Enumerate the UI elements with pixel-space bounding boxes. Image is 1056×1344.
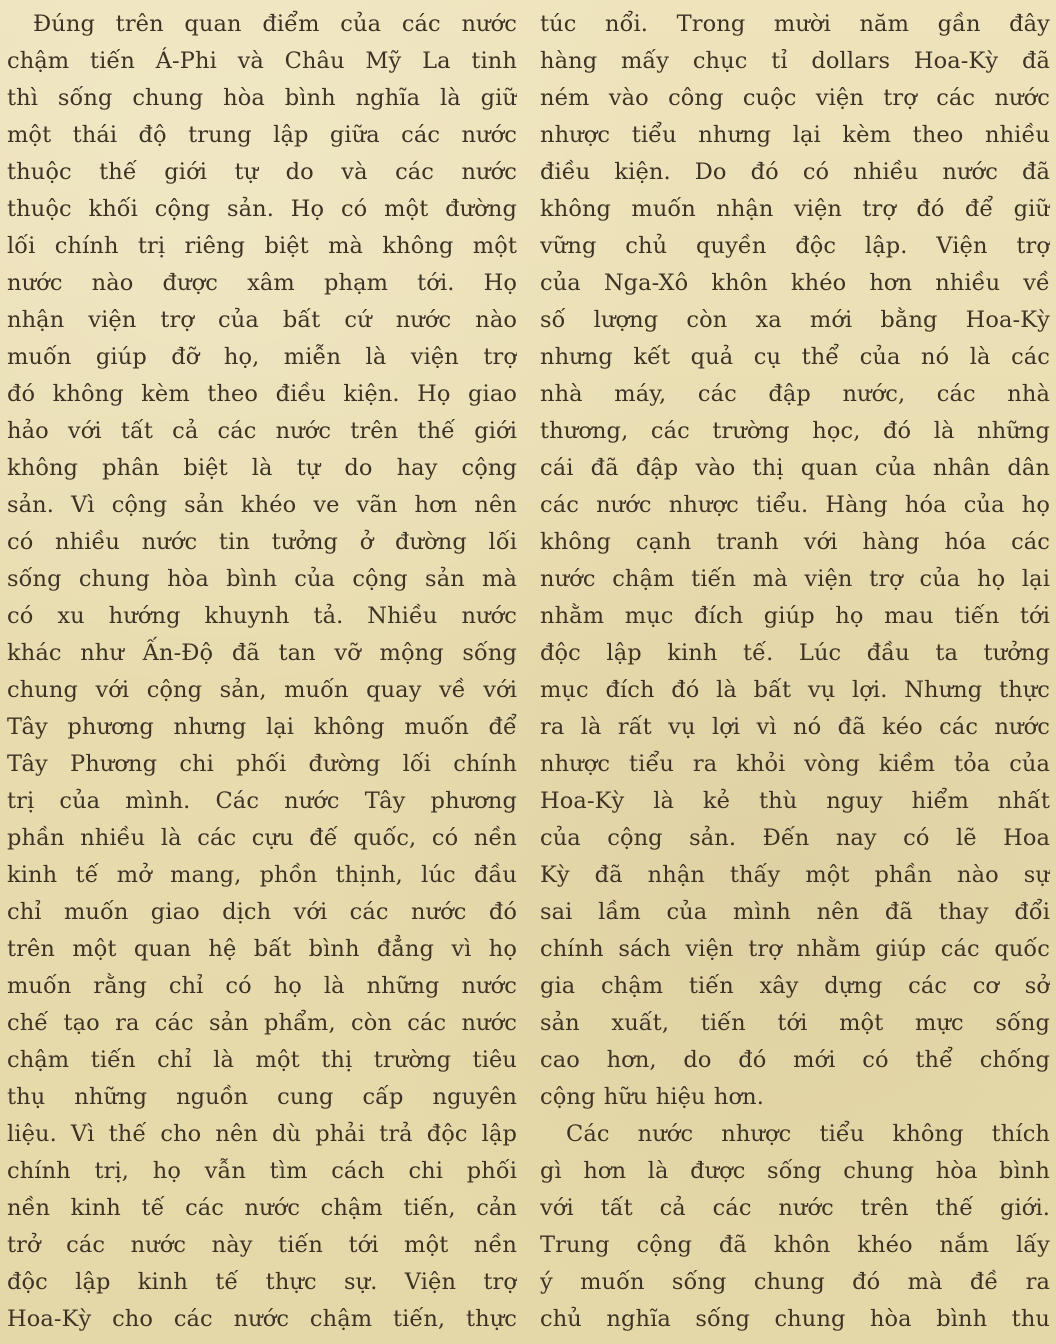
text-line: cái đã đập vào thị quan của nhân dân: [540, 455, 1050, 481]
text-line: sản. Vì cộng sản khéo ve vãn hơn nên: [7, 492, 517, 518]
text-line: không muốn nhận viện trợ đó để giữ: [540, 196, 1050, 222]
text-line: nhược tiểu ra khỏi vòng kiềm tỏa của: [540, 751, 1050, 777]
text-line: độc lập kinh tế. Lúc đầu ta tưởng: [540, 640, 1050, 666]
text-line: độc lập kinh tế thực sự. Viện trợ: [7, 1269, 517, 1295]
text-line: thụ những nguồn cung cấp nguyên: [7, 1084, 517, 1110]
text-line: vững chủ quyền độc lập. Viện trợ: [540, 233, 1050, 259]
text-line: không phân biệt là tự do hay cộng: [7, 455, 517, 481]
text-line: trên một quan hệ bất bình đẳng vì họ: [7, 936, 517, 962]
text-line: Đúng trên quan điểm của các nước: [33, 11, 517, 37]
text-line: lối chính trị riêng biệt mà không một: [7, 233, 517, 259]
text-line: khác như Ấn-Độ đã tan vỡ mộng sống: [7, 640, 517, 666]
text-line: Trung cộng đã khôn khéo nắm lấy: [540, 1232, 1050, 1258]
text-line: Hoa-Kỳ là kẻ thù nguy hiểm nhất: [540, 788, 1050, 814]
text-line: nhận viện trợ của bất cứ nước nào: [7, 307, 517, 333]
text-line: trở các nước này tiến tới một nền: [7, 1232, 517, 1258]
text-line: thuộc khối cộng sản. Họ có một đường: [7, 196, 517, 222]
text-line: nhược tiểu nhưng lại kèm theo nhiều: [540, 122, 1050, 148]
text-line: kinh tế mở mang, phồn thịnh, lúc đầu: [7, 862, 517, 888]
text-line: một thái độ trung lập giữa các nước: [7, 122, 517, 148]
text-line: chậm tiến Á-Phi và Châu Mỹ La tinh: [7, 48, 517, 74]
text-line: không cạnh tranh với hàng hóa các: [540, 529, 1050, 555]
text-line: mục đích đó là bất vụ lợi. Nhưng thực: [540, 677, 1050, 703]
text-line: có nhiều nước tin tưởng ở đường lối: [7, 529, 517, 555]
text-line: đó không kèm theo điều kiện. Họ giao: [7, 381, 517, 407]
text-line: các nước nhược tiểu. Hàng hóa của họ: [540, 492, 1050, 518]
text-line: cộng hữu hiệu hơn.: [540, 1084, 764, 1110]
text-line: của Nga-Xô khôn khéo hơn nhiều về: [540, 270, 1050, 296]
text-line: chính sách viện trợ nhằm giúp các quốc: [540, 936, 1050, 962]
text-line: nhà máy, các đập nước, các nhà: [540, 381, 1050, 407]
text-line: túc nổi. Trong mười năm gần đây: [540, 11, 1050, 37]
text-line: gia chậm tiến xây dựng các cơ sở: [540, 973, 1050, 999]
text-line: chung với cộng sản, muốn quay về với: [7, 677, 517, 703]
text-line: Kỳ đã nhận thấy một phần nào sự: [540, 862, 1050, 888]
text-line: nhằm mục đích giúp họ mau tiến tới: [540, 603, 1050, 629]
text-line: sống chung hòa bình của cộng sản mà: [7, 566, 517, 592]
text-line: muốn rằng chỉ có họ là những nước: [7, 973, 517, 999]
text-line: điều kiện. Do đó có nhiều nước đã: [540, 159, 1050, 185]
text-line: có xu hướng khuynh tả. Nhiều nước: [7, 603, 517, 629]
text-line: trị của mình. Các nước Tây phương: [7, 788, 517, 814]
text-line: ý muốn sống chung đó mà đề ra: [540, 1269, 1050, 1295]
text-line: thương, các trường học, đó là những: [540, 418, 1050, 444]
text-line: ném vào công cuộc viện trợ các nước: [540, 85, 1050, 111]
text-line: hàng mấy chục tỉ dollars Hoa-Kỳ đã: [540, 48, 1050, 74]
text-line: hảo với tất cả các nước trên thế giới: [7, 418, 517, 444]
text-line: chỉ muốn giao dịch với các nước đó: [7, 899, 517, 925]
text-line: chậm tiến chỉ là một thị trường tiêu: [7, 1047, 517, 1073]
text-line: ra là rất vụ lợi vì nó đã kéo các nước: [540, 714, 1050, 740]
text-line: muốn giúp đỡ họ, miễn là viện trợ: [7, 344, 517, 370]
text-line: nhưng kết quả cụ thể của nó là các: [540, 344, 1050, 370]
text-line: nước chậm tiến mà viện trợ của họ lại: [540, 566, 1050, 592]
text-line: chế tạo ra các sản phẩm, còn các nước: [7, 1010, 517, 1036]
text-line: Tây Phương chi phối đường lối chính: [7, 751, 517, 777]
text-line: Các nước nhược tiểu không thích: [566, 1121, 1050, 1147]
text-line: liệu. Vì thế cho nên dù phải trả độc lập: [7, 1121, 517, 1147]
text-line: với tất cả các nước trên thế giới.: [540, 1195, 1050, 1221]
text-line: nước nào được xâm phạm tới. Họ: [7, 270, 517, 296]
text-line: cao hơn, do đó mới có thể chống: [540, 1047, 1050, 1073]
text-line: thuộc thế giới tự do và các nước: [7, 159, 517, 185]
text-line: nền kinh tế các nước chậm tiến, cản: [7, 1195, 517, 1221]
text-line: thì sống chung hòa bình nghĩa là giữ: [7, 85, 517, 111]
left-text-column: [7, 6, 517, 1338]
right-text-column: [540, 6, 1050, 1338]
text-line: Tây phương nhưng lại không muốn để: [7, 714, 517, 740]
text-line: gì hơn là được sống chung hòa bình: [540, 1158, 1050, 1184]
text-line: số lượng còn xa mới bằng Hoa-Kỳ: [540, 307, 1050, 333]
text-line: chính trị, họ vẫn tìm cách chi phối: [7, 1158, 517, 1184]
text-line: Hoa-Kỳ cho các nước chậm tiến, thực: [7, 1306, 517, 1332]
text-line: phần nhiều là các cựu đế quốc, có nền: [7, 825, 517, 851]
text-line: của cộng sản. Đến nay có lẽ Hoa: [540, 825, 1050, 851]
text-line: chủ nghĩa sống chung hòa bình thu: [540, 1306, 1050, 1332]
text-line: sản xuất, tiến tới một mực sống: [540, 1010, 1050, 1036]
text-line: sai lầm của mình nên đã thay đổi: [540, 899, 1050, 925]
